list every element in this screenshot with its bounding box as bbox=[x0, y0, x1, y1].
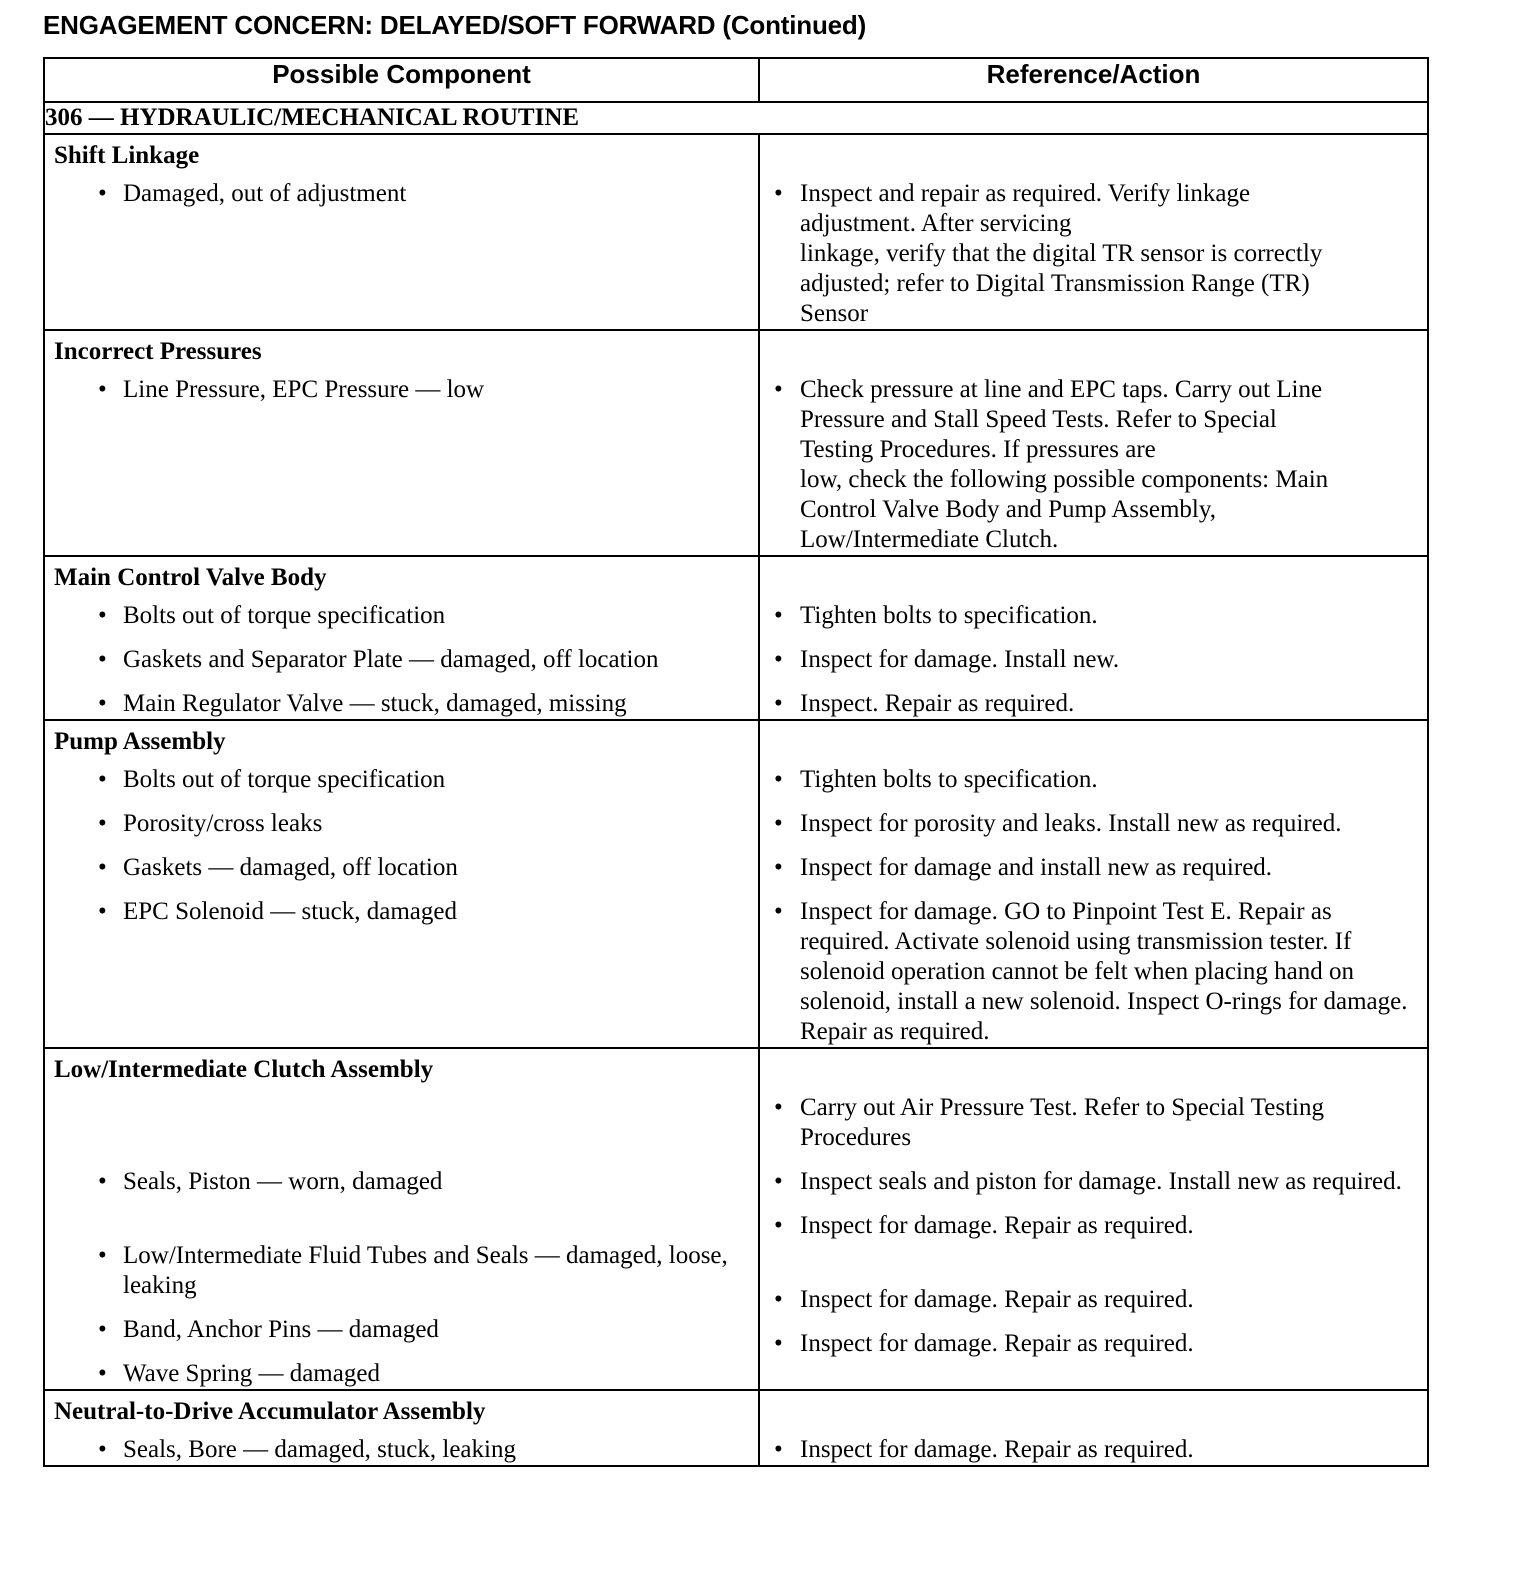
action-item: • Inspect for damage and install new as required. bbox=[760, 853, 1427, 883]
column-header-component: Possible Component bbox=[44, 58, 759, 102]
column-header-action: Reference/Action bbox=[759, 58, 1428, 102]
component-item: • Gaskets — damaged, off location bbox=[45, 853, 758, 883]
section-row-neutral-to-drive-accumulator bbox=[44, 1390, 1428, 1466]
component-item: • Seals, Piston — worn, damaged bbox=[45, 1167, 758, 1197]
component-item: • Line Pressure, EPC Pressure — low bbox=[45, 375, 758, 405]
section-title: Neutral-to-Drive Accumulator Assembly bbox=[54, 1398, 486, 1425]
action-item: • Inspect for damage. Repair as required. bbox=[760, 1285, 1427, 1315]
page-title: ENGAGEMENT CONCERN: DELAYED/SOFT FORWARD (Continued) bbox=[43, 10, 867, 40]
component-item: • Bolts out of torque specification bbox=[45, 765, 758, 795]
component-item: • Bolts out of torque specification bbox=[45, 601, 758, 631]
action-line: adjustment. After servicing bbox=[800, 210, 1072, 237]
section-row-pump-assembly bbox=[44, 720, 1428, 1048]
action-line: Control Valve Body and Pump Assembly, bbox=[800, 496, 1216, 523]
component-item: • Band, Anchor Pins — damaged bbox=[45, 1315, 758, 1345]
action-cell bbox=[759, 330, 1428, 556]
action-line: linkage, verify that the digital TR sensor is correctly bbox=[800, 240, 1323, 267]
component-cell bbox=[44, 556, 759, 720]
action-cell bbox=[759, 134, 1428, 330]
component-item: • Low/Intermediate Fluid Tubes and Seals — damaged, loose, leaking bbox=[45, 1241, 758, 1301]
table-header-row bbox=[44, 58, 1428, 102]
action-line: • Check pressure at line and EPC taps. Carry out Line bbox=[800, 376, 1323, 403]
section-row-shift-linkage bbox=[44, 134, 1428, 330]
action-item: • Tighten bolts to specification. bbox=[760, 765, 1427, 795]
action-item: • Tighten bolts to specification. bbox=[760, 601, 1427, 631]
action-item: • Inspect for damage. Repair as required. bbox=[760, 1329, 1427, 1359]
action-cell bbox=[759, 556, 1428, 720]
section-row-main-control-valve-body bbox=[44, 556, 1428, 720]
component-cell bbox=[44, 134, 759, 330]
component-item: • Porosity/cross leaks bbox=[45, 809, 758, 839]
action-item: • Inspect for damage. GO to Pinpoint Test E. Repair as required. Activate solenoid using transmission tester. If solenoid operation cannot be felt when placing hand on solenoid, install a new solenoid. Inspect O-rings for damage. Repair as required. bbox=[760, 897, 1427, 1047]
action-line: low, check the following possible components: Main bbox=[800, 466, 1329, 493]
action-item: • Inspect seals and piston for damage. Install new as required. bbox=[760, 1167, 1427, 1197]
action-item: • Inspect for damage. Install new. bbox=[760, 645, 1427, 675]
action-line: • Inspect and repair as required. Verify linkage bbox=[800, 180, 1251, 207]
action-item: • Carry out Air Pressure Test. Refer to Special Testing Procedures bbox=[760, 1093, 1427, 1153]
component-item: • Damaged, out of adjustment bbox=[45, 179, 758, 209]
action-item: • Inspect for porosity and leaks. Install new as required. bbox=[760, 809, 1427, 839]
action-item: • Inspect for damage. Repair as required. bbox=[760, 1435, 1427, 1465]
routine-title: 306 — HYDRAULIC/MECHANICAL ROUTINE bbox=[44, 102, 1428, 134]
component-cell bbox=[44, 330, 759, 556]
section-title: Low/Intermediate Clutch Assembly bbox=[54, 1056, 434, 1083]
component-cell bbox=[44, 1390, 759, 1466]
action-item bbox=[760, 179, 1427, 329]
component-item: • Gaskets and Separator Plate — damaged, off location bbox=[45, 645, 758, 675]
routine-row bbox=[44, 102, 1428, 134]
component-cell bbox=[44, 1048, 759, 1390]
section-title: Pump Assembly bbox=[54, 728, 226, 755]
action-cell bbox=[759, 720, 1428, 1048]
action-line: Pressure and Stall Speed Tests. Refer to Special bbox=[800, 406, 1277, 433]
diagnosis-table bbox=[43, 57, 1429, 1467]
component-item: • Seals, Bore — damaged, stuck, leaking bbox=[45, 1435, 758, 1465]
action-item: • Inspect for damage. Repair as required. bbox=[760, 1211, 1427, 1241]
component-item: • Wave Spring — damaged bbox=[45, 1359, 758, 1389]
action-item bbox=[760, 375, 1427, 555]
component-item: • Main Regulator Valve — stuck, damaged, missing bbox=[45, 689, 758, 719]
component-cell bbox=[44, 720, 759, 1048]
component-item: • EPC Solenoid — stuck, damaged bbox=[45, 897, 758, 927]
action-cell bbox=[759, 1390, 1428, 1466]
section-title: Shift Linkage bbox=[54, 142, 200, 169]
section-title: Main Control Valve Body bbox=[54, 564, 327, 591]
action-line: Low/Intermediate Clutch. bbox=[800, 526, 1059, 553]
section-title: Incorrect Pressures bbox=[54, 338, 262, 365]
section-row-low-intermediate-clutch bbox=[44, 1048, 1428, 1390]
section-row-incorrect-pressures bbox=[44, 330, 1428, 556]
action-line: adjusted; refer to Digital Transmission Range (TR) bbox=[800, 270, 1310, 297]
action-item: • Inspect. Repair as required. bbox=[760, 689, 1427, 719]
action-line: Sensor bbox=[800, 300, 869, 327]
action-cell bbox=[759, 1048, 1428, 1390]
action-line: Testing Procedures. If pressures are bbox=[800, 436, 1156, 463]
